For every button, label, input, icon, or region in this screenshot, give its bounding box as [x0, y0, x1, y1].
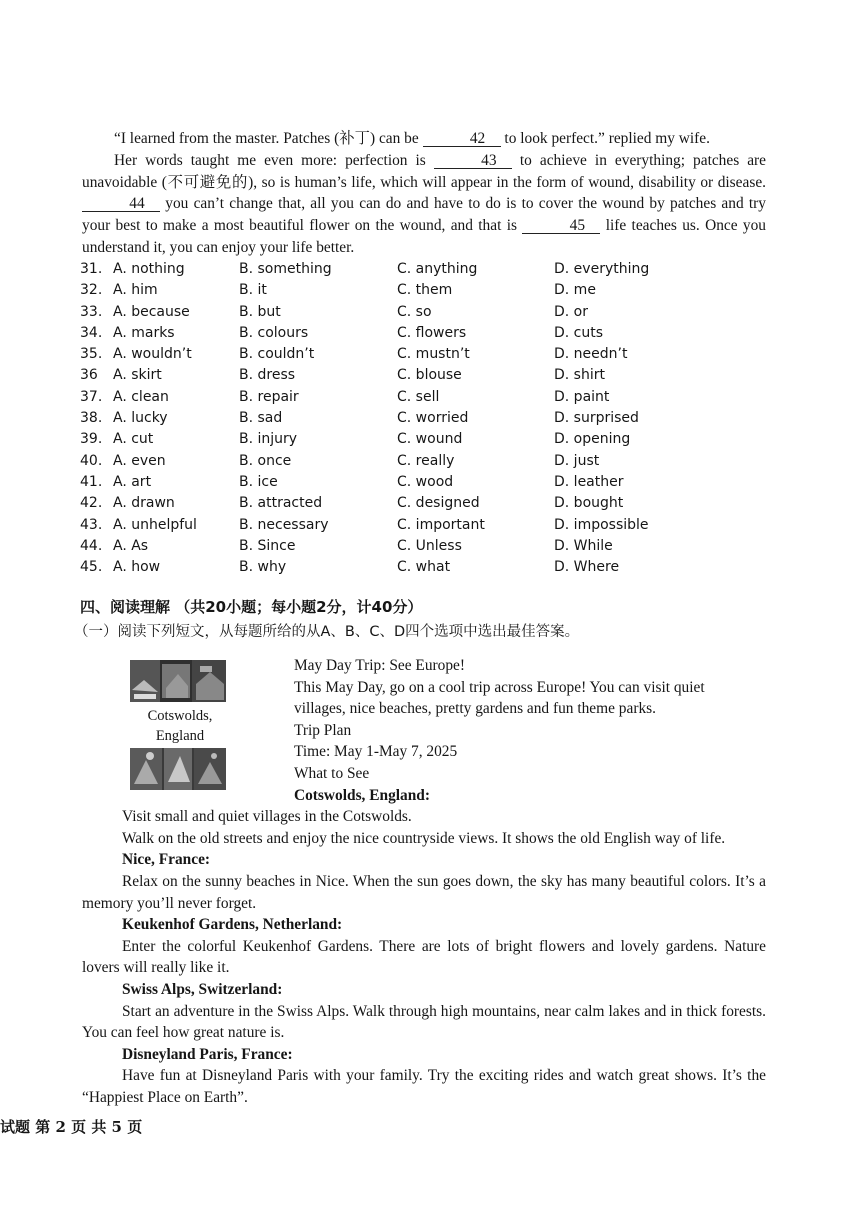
reading-article — [82, 655, 766, 1108]
blank-43: 43 — [434, 153, 512, 169]
places-list — [82, 785, 766, 1109]
section-instructions: （一）阅读下列短文，从每题所给的从A、B、C、D四个选项中选出最佳答案。 — [74, 624, 580, 640]
option-a: A. skirt — [113, 367, 162, 384]
option-c: C. so — [397, 303, 432, 320]
question-number: 32. — [80, 282, 103, 299]
option-b: B. it — [239, 282, 267, 299]
option-c: C. worried — [397, 410, 469, 427]
option-row — [80, 515, 720, 536]
option-d: D. Where — [554, 559, 620, 576]
option-a: A. marks — [113, 324, 175, 341]
option-row — [80, 387, 720, 408]
option-a: A. As — [113, 537, 149, 554]
option-b: B. colours — [239, 324, 309, 341]
trip-plan-heading: Trip Plan — [294, 721, 352, 739]
question-number: 44. — [80, 537, 103, 554]
intro-text-1: This May Day, go on a cool trip across Europe! You can visit quiet — [294, 678, 705, 696]
passage-text: to look perfect.” replied my wife. — [504, 130, 710, 147]
question-number: 31. — [80, 261, 103, 277]
option-c: C. flowers — [397, 324, 467, 341]
option-d: D. surprised — [554, 410, 639, 427]
option-a: A. nothing — [113, 261, 185, 277]
option-d: D. bought — [554, 495, 624, 512]
option-b: B. repair — [239, 388, 299, 405]
option-row — [80, 408, 720, 429]
option-b: B. but — [239, 303, 281, 320]
question-number: 37. — [80, 388, 103, 405]
option-a: A. clean — [113, 388, 169, 405]
place-heading: Keukenhof Gardens, Netherland: — [122, 916, 343, 934]
option-row — [80, 536, 720, 557]
option-c: C. what — [397, 559, 451, 576]
option-c: C. designed — [397, 495, 480, 512]
option-d: D. paint — [554, 388, 610, 405]
question-number: 43. — [80, 516, 103, 533]
passage-text: you can’t change that, all you can do and have to do is to cover the wound by patches and try your best to make a most beautiful flower on the wound, and that is — [82, 195, 766, 235]
option-row — [80, 451, 720, 472]
question-number: 33. — [80, 303, 103, 320]
place-heading: Nice, France: — [122, 851, 211, 869]
question-number: 34. — [80, 324, 103, 341]
option-row — [80, 365, 720, 386]
blank-44: 44 — [82, 196, 160, 212]
option-d: D. shirt — [554, 367, 605, 384]
option-a: A. lucky — [113, 410, 168, 427]
option-row — [80, 302, 720, 323]
option-d: D. everything — [554, 261, 650, 277]
option-b: B. necessary — [239, 516, 329, 533]
option-c: C. wound — [397, 431, 463, 448]
option-b: B. Since — [239, 537, 296, 554]
option-a: A. unhelpful — [113, 516, 197, 533]
option-b: B. couldn’t — [239, 346, 315, 363]
option-d: D. leather — [554, 473, 624, 490]
place-description: Relax on the sunny beaches in Nice. When the sun goes down, the sky has many beautiful colors. It’s a memory you’ll never forget. — [82, 872, 766, 912]
passage-text: Her words taught me even more: perfection is — [114, 151, 426, 169]
question-number: 35. — [80, 346, 103, 363]
question-number: 36 — [80, 367, 98, 384]
option-row — [80, 344, 720, 365]
option-b: B. sad — [239, 410, 283, 427]
option-d: D. me — [554, 282, 596, 299]
option-c: C. important — [397, 516, 485, 533]
option-b: B. injury — [239, 431, 298, 448]
place-heading: Disneyland Paris, France: — [122, 1045, 293, 1063]
option-row — [80, 557, 720, 578]
option-row — [80, 323, 720, 344]
option-d: D. needn’t — [554, 346, 628, 363]
option-b: B. ice — [239, 473, 278, 490]
caption-line-2: England — [155, 728, 205, 744]
option-row — [80, 472, 720, 493]
place-heading: Swiss Alps, Switzerland: — [122, 980, 283, 998]
option-c: C. blouse — [397, 367, 462, 384]
option-a: A. because — [113, 303, 190, 320]
option-a: A. drawn — [113, 495, 175, 512]
option-d: D. opening — [554, 431, 631, 448]
trip-time: Time: May 1-May 7, 2025 — [294, 743, 458, 761]
option-a: A. wouldn’t — [113, 346, 192, 363]
place-description: Walk on the old streets and enjoy the nice countryside views. It shows the old English way of life. — [122, 829, 726, 847]
option-c: C. wood — [397, 473, 454, 490]
option-b: B. attracted — [239, 495, 323, 512]
option-c: C. them — [397, 282, 453, 299]
passage-text: to achieve in everything; patches are unavoidable (不可避免的), so is human’s life, which will appear in the form of wound, disability or disease. — [82, 151, 767, 191]
option-row — [80, 493, 720, 514]
option-a: A. him — [113, 282, 158, 299]
place-heading: Cotswolds, England: — [294, 786, 430, 804]
option-d: D. impossible — [554, 516, 649, 533]
question-number: 40. — [80, 452, 103, 469]
passage-text: “I learned from the master. Patches (补丁) can be — [114, 130, 419, 147]
passage-paragraph-2 — [82, 150, 766, 259]
section-title: 四、阅读理解 （共20小题；每小题2分，计40分） — [80, 598, 423, 616]
caption-line-1: Cotswolds, — [147, 708, 213, 724]
option-b: B. dress — [239, 367, 296, 384]
option-row — [80, 429, 720, 450]
option-d: D. cuts — [554, 324, 604, 341]
option-c: C. really — [397, 452, 455, 469]
question-number: 39. — [80, 431, 103, 448]
place-description: Visit small and quiet villages in the Cotswolds. — [122, 808, 412, 826]
option-b: B. once — [239, 452, 292, 469]
option-d: D. While — [554, 537, 613, 554]
option-b: B. why — [239, 559, 287, 576]
option-d: D. just — [554, 452, 600, 469]
question-number: 42. — [80, 495, 103, 512]
passage-paragraph-1 — [82, 128, 766, 150]
cloze-passage — [82, 128, 766, 259]
question-number: 41. — [80, 473, 103, 490]
option-c: C. mustn’t — [397, 346, 470, 363]
option-c: C. Unless — [397, 537, 462, 554]
option-c: C. anything — [397, 261, 478, 277]
question-number: 45. — [80, 559, 103, 576]
question-number: 38. — [80, 410, 103, 427]
place-description: Enter the colorful Keukenhof Gardens. There are lots of bright flowers and lovely gardens. Nature lovers will really like it. — [82, 937, 766, 977]
article-intro-line-2: villages, nice beaches, pretty gardens and fun theme parks. — [294, 700, 656, 718]
article-title: May Day Trip: See Europe! — [294, 657, 465, 674]
option-a: A. even — [113, 452, 166, 469]
option-b: B. something — [239, 261, 332, 277]
blank-42: 42 — [423, 131, 501, 147]
option-row — [80, 259, 720, 280]
place-description: Start an adventure in the Swiss Alps. Walk through high mountains, near calm lakes and in thick forests. You can feel how great nature is. — [82, 1002, 766, 1042]
answer-options — [80, 259, 720, 578]
passage-text: life teaches us. Once you understand it, you can enjoy your life better. — [82, 217, 766, 256]
option-c: C. sell — [397, 388, 440, 405]
option-d: D. or — [554, 303, 589, 320]
place-description: Have fun at Disneyland Paris with your family. Try the exciting rides and watch great shows. It’s the “Happiest Place on Earth”. — [82, 1067, 766, 1106]
option-a: A. how — [113, 559, 161, 576]
option-a: A. cut — [113, 431, 154, 448]
option-a: A. art — [113, 473, 152, 490]
article-intro-line-1 — [82, 677, 766, 699]
what-to-see-heading: What to See — [294, 764, 370, 782]
option-row — [80, 280, 720, 301]
page-footer: 试题 第 2 页 共 5 页 — [0, 1118, 143, 1136]
blank-45: 45 — [522, 218, 600, 234]
